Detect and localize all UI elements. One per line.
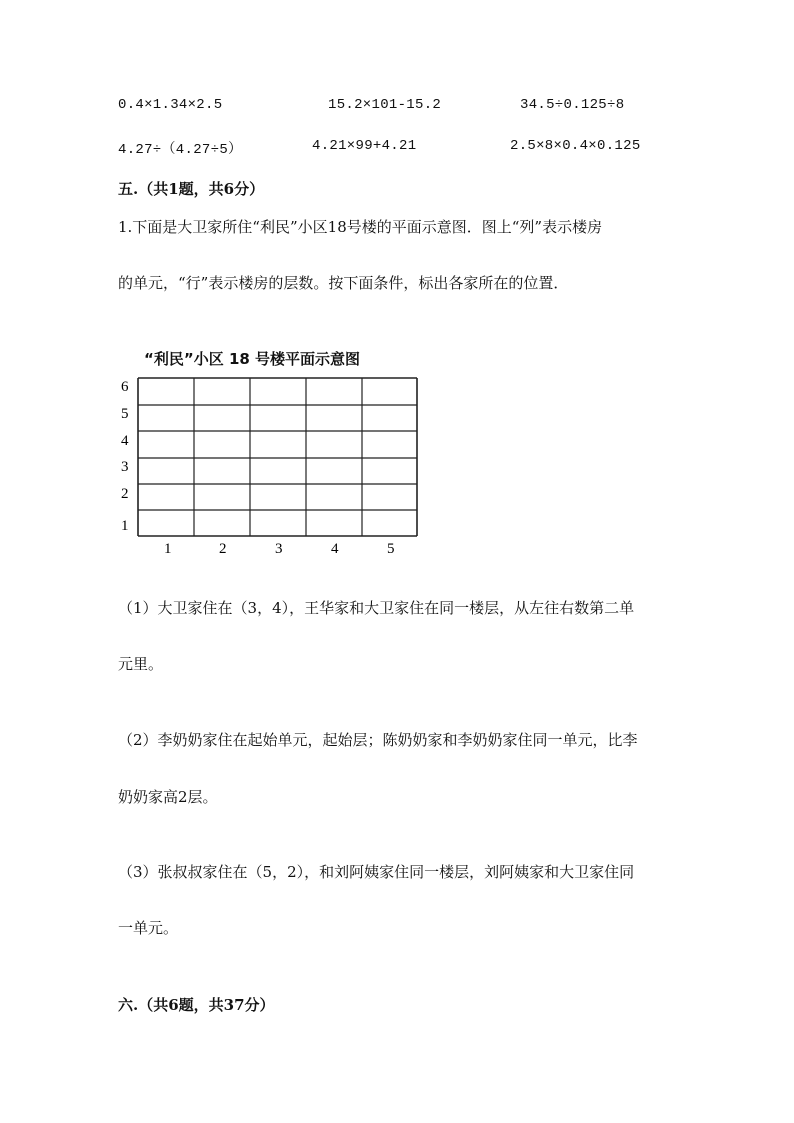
floor-plan-grid [110,370,430,562]
expression-2: 15.2×101-15.2 [328,97,442,113]
column-label-3: 3 [275,541,283,557]
condition-3-line-1: （3）张叔叔家住在（5，2），和刘阿姨家住同一楼层，刘阿姨家和大卫家住同 [118,863,635,881]
question-1-line-2: 的单元，“行”表示楼房的层数。按下面条件，标出各家所在的位置． [118,274,569,292]
row-label-2: 2 [121,486,129,502]
row-label-3: 3 [121,459,129,475]
column-label-5: 5 [387,541,395,557]
section-6-heading: 六.（共6题，共37分） [118,996,275,1014]
condition-1-line-2: 元里。 [118,655,164,673]
expression-6: 2.5×8×0.4×0.125 [510,138,641,154]
section-5-heading: 五.（共1题，共6分） [118,180,265,198]
condition-2-line-1: （2）李奶奶家住在起始单元，起始层；陈奶奶家和李奶奶家住同一单元，比李 [118,731,638,749]
expression-4: 4.27÷（4.27÷5） [118,142,243,158]
question-1-line-1: 1.下面是大卫家所住“利民”小区18号楼的平面示意图．图上“列”表示楼房 [118,218,603,236]
grid-lines [138,378,417,536]
row-label-6: 6 [121,379,129,395]
row-label-1: 1 [121,518,129,534]
expression-3: 34.5÷0.125÷8 [520,97,625,113]
column-label-2: 2 [219,541,227,557]
row-label-5: 5 [121,406,129,422]
condition-2-line-2: 奶奶家高2层。 [118,788,218,806]
column-label-4: 4 [331,541,339,557]
expression-5: 4.21×99+4.21 [312,138,417,154]
expression-1: 0.4×1.34×2.5 [118,97,223,113]
condition-3-line-2: 一单元。 [118,919,179,937]
row-label-4: 4 [121,433,129,449]
column-label-1: 1 [164,541,172,557]
condition-1-line-1: （1）大卫家住在（3，4），王华家和大卫家住在同一楼层，从左往右数第二单 [118,599,635,617]
grid-title: “利民”小区 18 号楼平面示意图 [144,350,361,368]
